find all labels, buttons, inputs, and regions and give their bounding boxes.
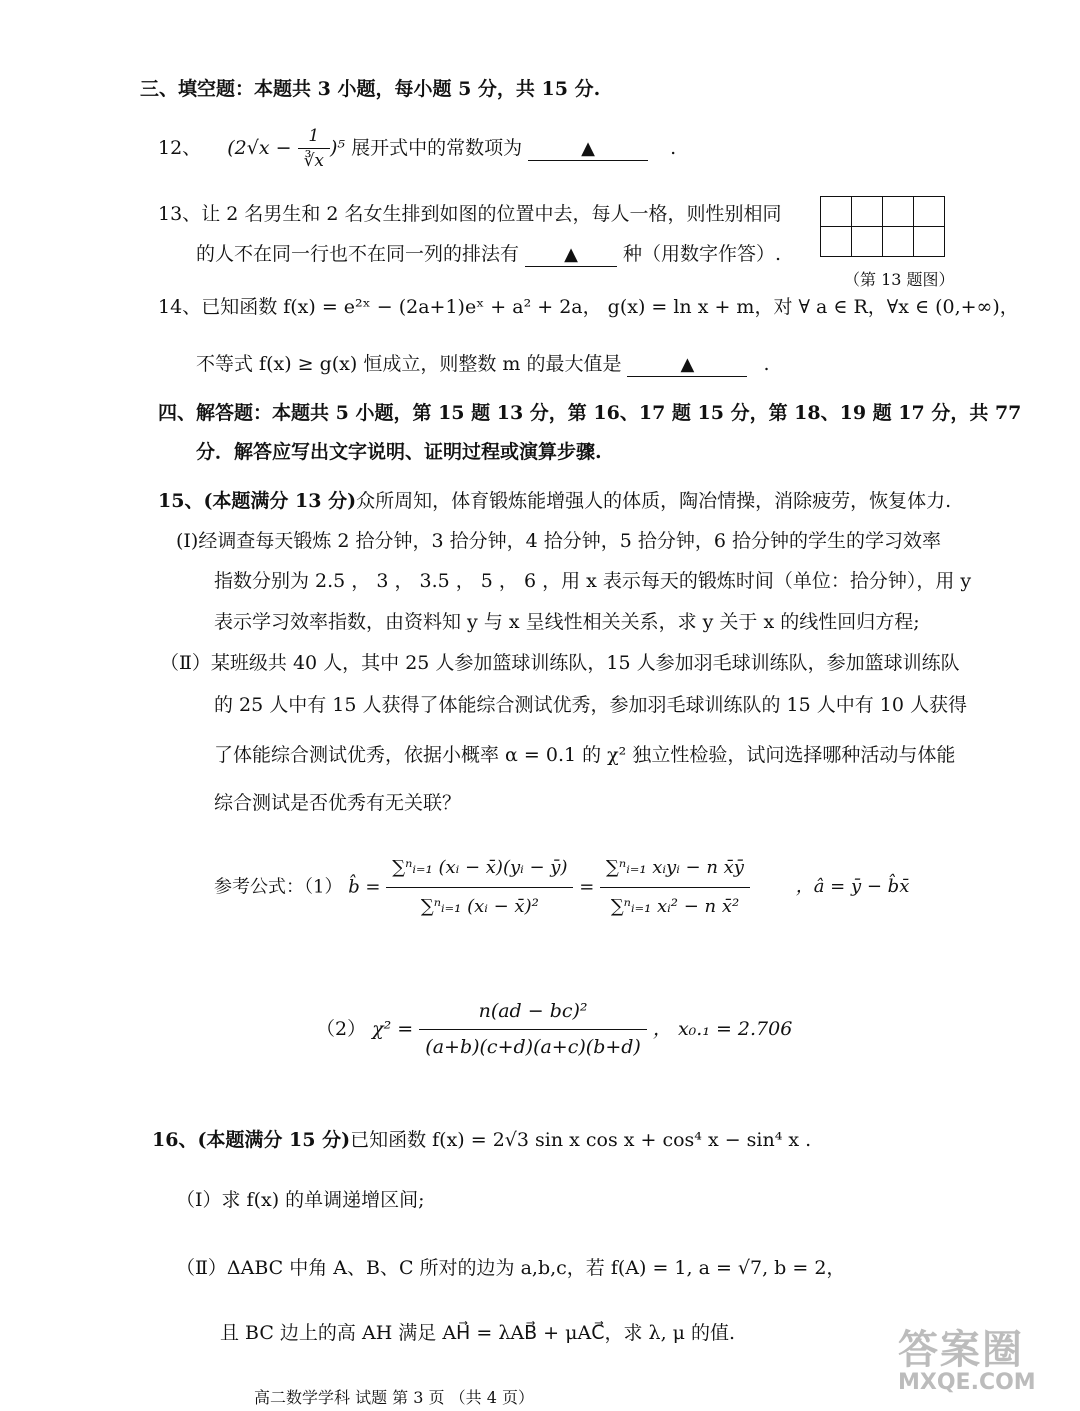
- grid-cell: [852, 197, 883, 227]
- grid-cell: [914, 197, 945, 227]
- question-14-number: 14、: [158, 296, 202, 318]
- grid-cell: [821, 227, 852, 257]
- question-14-line1: [158, 296, 1019, 319]
- question-16-heading: 16、(本题满分 15 分): [152, 1129, 351, 1151]
- question-15-part2-line3: 了体能综合测试优秀，依据小概率 α = 0.1 的 χ² 独立性检验，试问选择哪种活动与体能: [214, 744, 956, 766]
- answer-blank-14[interactable]: [627, 353, 747, 377]
- watermark-logo: 答案圈: [898, 1327, 1024, 1373]
- question-12-fraction: [298, 126, 330, 172]
- section-4-title: 四、解答题：本题共 5 小题，第 15 题 13 分，第 16、17 题 15 分，第 18、19 题 17 分，共 77: [158, 402, 1022, 424]
- triangle-icon: ▲: [581, 137, 595, 159]
- question-12-expr-right: )⁵: [329, 136, 346, 159]
- question-16-intro: [152, 1129, 811, 1152]
- fraction-denominator: (a+b)(c+d)(a+c)(b+d): [425, 1035, 641, 1058]
- grid-cell: [852, 227, 883, 257]
- fraction-numerator: n(ad − bc)²: [419, 1000, 647, 1030]
- question-15-part1-line3: 表示学习效率指数，由资料知 y 与 x 呈线性相关关系，求 y 关于 x 的线性回归方程;: [214, 611, 920, 633]
- question-12-text: 展开式中的常数项为: [351, 136, 523, 159]
- question-15-heading: 15、(本题满分 13 分): [158, 490, 357, 512]
- regression-fraction-1: [386, 857, 573, 917]
- formula-1: [214, 857, 909, 917]
- b-hat: b̂ =: [348, 876, 381, 898]
- question-15-intro-text: 众所周知，体育锻炼能增强人的体质，陶冶情操，消除疲劳，恢复体力.: [356, 490, 952, 512]
- question-12-number: 12、: [158, 136, 202, 159]
- chi-square-fraction: [419, 1000, 647, 1059]
- fraction-denominator: ∑ⁿᵢ₌₁ xᵢ² − n x̄²: [610, 895, 740, 917]
- section-3-title: 三、填空题：本题共 3 小题，每小题 5 分，共 15 分.: [140, 78, 601, 100]
- critical-value: ， x₀.₁ = 2.706: [652, 1017, 793, 1040]
- grid-cell: [883, 227, 914, 257]
- watermark-url: MXQE.COM: [898, 1370, 1036, 1395]
- question-15-part2-line1: （Ⅱ）某班级共 40 人，其中 25 人参加篮球训练队，15 人参加羽毛球训练队，参加篮球训练队: [160, 652, 960, 674]
- question-16-part1: （Ⅰ）求 f(x) 的单调递增区间;: [176, 1189, 425, 1211]
- question-15-part2-line2: 的 25 人中有 15 人获得了体能综合测试优秀，参加羽毛球训练队的 15 人中有 10 人获得: [214, 694, 968, 716]
- triangle-icon: ▲: [564, 244, 578, 265]
- question-12: [158, 126, 676, 172]
- fraction-numerator: ∑ⁿᵢ₌₁ (xᵢ − x̄)(yᵢ − ȳ): [386, 857, 573, 888]
- fraction-numerator: 1: [298, 126, 330, 149]
- regression-fraction-2: [600, 857, 750, 917]
- a-hat: ，â = ȳ − b̂x̄: [795, 876, 910, 898]
- question-13-text-b: 种（用数字作答）.: [623, 243, 782, 265]
- section-4-subtitle: 分．解答应写出文字说明、证明过程或演算步骤.: [196, 441, 602, 463]
- figure-13-caption: （第 13 题图）: [844, 270, 955, 289]
- question-15-part1-line1: (Ⅰ)经调查每天锻炼 2 拾分钟，3 拾分钟，4 拾分钟，5 拾分钟，6 拾分钟的学生的学习效率: [176, 530, 942, 552]
- seating-grid-figure: [820, 196, 945, 257]
- question-12-expr-left: (2√x −: [227, 136, 298, 159]
- question-14-text: 已知函数 f(x) = e²ˣ − (2a+1)eˣ + a² + 2a， g(x) = ln x + m，对 ∀ a ∈ R，∀x ∈ (0,+∞)，: [201, 296, 1019, 318]
- grid-cell: [883, 197, 914, 227]
- grid-cell: [821, 197, 852, 227]
- formula-label: 参考公式：（1）: [214, 876, 343, 898]
- triangle-icon: ▲: [680, 354, 695, 375]
- chi-square: χ² =: [372, 1017, 414, 1040]
- question-13-line1: [158, 203, 782, 226]
- question-13-text: 让 2 名男生和 2 名女生排到如图的位置中去，每人一格，则性别相同: [201, 203, 782, 225]
- page-footer: 高二数学学科 试题 第 3 页 （共 4 页）: [254, 1388, 534, 1407]
- question-14-end: .: [763, 353, 770, 375]
- question-15-part1-line2: 指数分别为 2.5 ， 3 ， 3.5 ， 5 ， 6 ，用 x 表示每天的锻炼时间（单位：拾分钟），用 y: [214, 570, 972, 592]
- question-15-intro: [158, 490, 951, 513]
- question-16-intro-text: 已知函数 f(x) = 2√3 sin x cos x + cos⁴ x − sin⁴ x .: [350, 1129, 812, 1151]
- answer-blank-13[interactable]: [525, 243, 617, 267]
- question-14-line2: [196, 353, 770, 377]
- question-14-text-a: 不等式 f(x) ≥ g(x) 恒成立，则整数 m 的最大值是: [196, 353, 622, 375]
- formula-2: [316, 1000, 792, 1059]
- question-15-part2-line4: 综合测试是否优秀有无关联？: [214, 792, 462, 814]
- formula-label: （2）: [316, 1017, 367, 1040]
- equals-sign: =: [579, 876, 595, 898]
- answer-blank-12[interactable]: [528, 137, 648, 161]
- fraction-denominator: ∑ⁿᵢ₌₁ (xᵢ − x̄)²: [420, 895, 539, 917]
- grid-cell: [914, 227, 945, 257]
- question-12-end: .: [670, 136, 677, 159]
- question-13-text-a: 的人不在同一行也不在同一列的排法有: [196, 243, 520, 265]
- question-13-line2: [196, 243, 781, 267]
- question-16-part3: 且 BC 边上的高 AH 满足 AH⃗ = λAB⃗ + μAC⃗，求 λ, μ 的值.: [220, 1322, 736, 1344]
- fraction-numerator: ∑ⁿᵢ₌₁ xᵢyᵢ − n x̄ȳ: [600, 857, 750, 888]
- question-13-number: 13、: [158, 203, 202, 225]
- fraction-denominator: ∛x: [303, 151, 324, 172]
- question-16-part2: （Ⅱ）ΔABC 中角 A、B、C 所对的边为 a,b,c，若 f(A) = 1, a = √7, b = 2，: [176, 1257, 846, 1279]
